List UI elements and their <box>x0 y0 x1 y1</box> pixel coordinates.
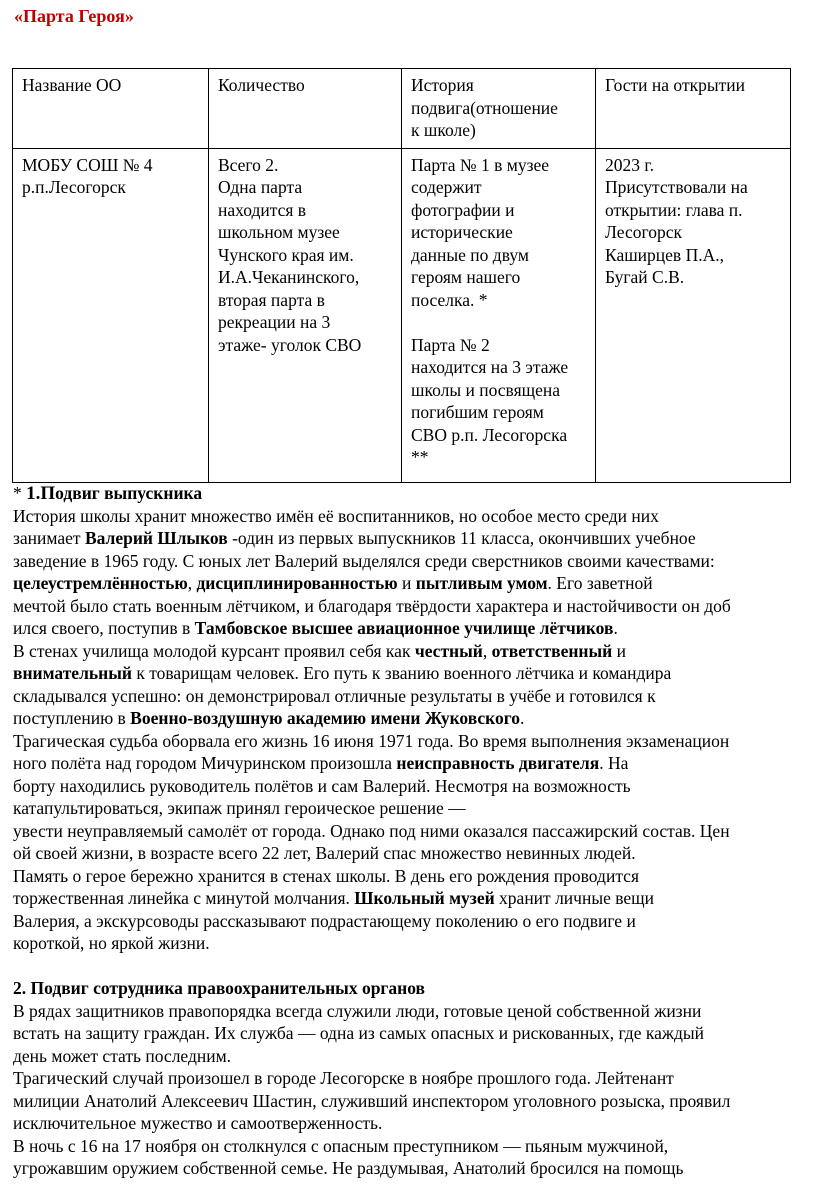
cell-line: погибшим героям <box>411 402 544 422</box>
cell-line: исторические <box>411 222 513 242</box>
text-line <box>13 887 816 910</box>
text-line <box>13 505 816 528</box>
text-line <box>13 685 816 708</box>
paragraph-gap <box>411 311 587 334</box>
cell-guests <box>596 148 791 482</box>
text-line <box>13 707 816 730</box>
document-title: «Парта Героя» <box>14 6 134 26</box>
bold-text: Тамбовское высшее авиационное училище лётчиков <box>194 618 614 638</box>
text-run: , <box>187 573 197 593</box>
text-line <box>13 865 816 888</box>
text-run: Память о герое бережно хранится в стенах школы. В день его рождения проводится <box>13 865 640 886</box>
text-line <box>13 932 816 955</box>
text-line <box>13 797 816 820</box>
cell-line: находится в <box>218 199 307 220</box>
bold-text: честный <box>414 640 483 661</box>
text-line <box>13 775 816 798</box>
text-run: ился своего, поступив в <box>13 618 195 638</box>
cell-line: рекреации на 3 <box>218 312 331 332</box>
text-line: угрожавшим оружием собственной семье. Не раздумывая, Анатолий бросился на помощь <box>13 1158 684 1178</box>
cell-line: Одна парта <box>218 177 303 197</box>
header-cell-history <box>402 69 596 149</box>
text-run: короткой, но яркой жизни. <box>13 933 210 953</box>
text-run: Валерия, а экскурсоводы рассказывают подрастающему поколению о его подвиге и <box>13 910 636 931</box>
text-run: -один из первых выпускников 11 класса, окончивших учебное <box>227 528 696 548</box>
document-body <box>13 482 816 1180</box>
footnote-star: * <box>13 483 27 503</box>
bold-text: ответственный <box>491 640 613 661</box>
cell-line: фотографии и <box>411 199 515 220</box>
text-line <box>13 842 816 865</box>
section1-title <box>26 483 202 503</box>
text-line: исключительное мужество и самоотверженность. <box>13 1113 383 1133</box>
bold-text: дисциплинированностью <box>196 573 398 593</box>
text-run: заведение в 1965 году. С юных лет Валерий выделялся среди сверстников своими качествами: <box>13 550 715 571</box>
cell-line: МОБУ СОШ № 4 <box>22 154 153 175</box>
text-line <box>13 910 816 933</box>
text-line: милиции Анатолий Алексеевич Шастин, служивший инспектором уголовного розыска, проявил <box>13 1090 731 1111</box>
cell-line: Парта № 2 <box>411 334 490 355</box>
text-run: борту находились руководитель полётов и сам Валерий. Несмотря на возможность <box>13 775 631 796</box>
header-history-line: История <box>411 75 474 95</box>
cell-line: Всего 2. <box>218 154 279 175</box>
header-cell-guests: Гости на открытии <box>596 69 791 149</box>
text-run: к товарищам человек. Его путь к званию военного лётчика и командира <box>131 663 672 683</box>
text-line <box>13 640 816 663</box>
bold-text: неисправность двигателя <box>396 753 600 773</box>
cell-line: этаже- уголок СВО <box>218 334 362 355</box>
cell-line: вторая парта в <box>218 289 325 310</box>
text-line <box>13 550 816 573</box>
bold-text: Военно-воздушную академию имени Жуковского <box>130 708 521 728</box>
section2-heading: 2. Подвиг сотрудника правоохранительных органов <box>13 978 425 998</box>
header-cell-count: Количество <box>209 69 402 149</box>
bold-text: Школьный музей <box>354 888 495 908</box>
cell-line: Парта № 1 в музее <box>411 154 550 175</box>
cell-history <box>402 148 596 482</box>
bold-text: Валерий Шлыков <box>84 528 228 548</box>
section-gap <box>13 955 816 978</box>
cell-line: 2023 г. <box>605 154 654 175</box>
info-table <box>12 68 791 483</box>
text-run: История школы хранит множество имён её воспитанников, но особое место среди них <box>13 505 659 526</box>
cell-line: Каширцев П.А., <box>605 244 724 265</box>
cell-line: школьном музее <box>218 222 340 242</box>
cell-line: данные по двум <box>411 244 529 265</box>
cell-line: героям нашего <box>411 267 521 287</box>
text-run: В стенах училища молодой курсант проявил себя как <box>13 640 415 661</box>
cell-line: Чунского края им. <box>218 244 354 265</box>
text-line <box>13 820 816 843</box>
text-line: день может стать последним. <box>13 1045 232 1066</box>
text-run: мечтой было стать военным лётчиком, и благодаря твёрдости характера и настойчивости он доб <box>13 595 731 616</box>
text-run: торжественная линейка с минутой молчания. <box>13 888 355 908</box>
text-line: встать на защиту граждан. Их служба — одна из самых опасных и рискованных, где каждый <box>13 1023 704 1043</box>
cell-line: Бугай С.В. <box>605 267 685 287</box>
text-run: и <box>612 640 627 661</box>
text-run: хранит личные вещи <box>494 888 655 908</box>
text-run: занимает <box>13 528 85 548</box>
text-run: . <box>613 618 618 638</box>
table-row <box>13 148 791 482</box>
text-line <box>13 730 816 753</box>
text-line: Трагический случай произошел в городе Лесогорске в ноябре прошлого года. Лейтенант <box>13 1068 674 1088</box>
cell-count <box>209 148 402 482</box>
cell-line: Лесогорск <box>605 222 682 242</box>
text-run: увести неуправляемый самолёт от города. Однако под ними оказался пассажирский состав. Цен <box>13 820 730 841</box>
text-line: В рядах защитников правопорядка всегда служили люди, готовые ценой собственной жизни <box>13 1000 702 1021</box>
text-run: Трагическая судьба оборвала его жизнь 16 июня 1971 года. Во время выполнения экзаменацион <box>13 730 730 751</box>
text-run: . Его заветной <box>547 573 653 593</box>
section2-paragraphs <box>13 1000 816 1180</box>
section1-title-text: одвиг выпускника <box>55 483 203 503</box>
header-history-line: подвига(отношение <box>411 97 558 118</box>
cell-line: находится на 3 этаже <box>411 357 569 377</box>
cell-line: И.А.Чеканинского, <box>218 267 360 287</box>
cell-line: Присутствовали на <box>605 177 748 197</box>
bold-text: пытливым умом <box>415 573 548 593</box>
cell-line: школы и посвящена <box>411 379 560 400</box>
text-line <box>13 595 816 618</box>
cell-line: р.п.Лесогорск <box>22 177 126 197</box>
cell-line: ** <box>411 447 429 467</box>
text-run: катапультироваться, экипаж принял героическое решение — <box>13 798 466 818</box>
table-header-row <box>13 69 791 149</box>
section1-heading <box>13 482 816 505</box>
bold-text: внимательный <box>13 663 132 683</box>
text-run: ного полёта над городом Мичуринском произошла <box>13 753 397 773</box>
header-cell-name: Название ОО <box>13 69 209 149</box>
cell-school <box>13 148 209 482</box>
text-run: , <box>482 640 492 661</box>
text-run: и <box>397 573 416 593</box>
cell-line: поселка. * <box>411 289 488 310</box>
text-line <box>13 752 816 775</box>
section1-paragraphs <box>13 505 816 955</box>
text-run: . На <box>599 753 629 773</box>
text-line <box>13 617 816 640</box>
text-run: . <box>520 708 525 728</box>
text-line: В ночь с 16 на 17 ноября он столкнулся с опасным преступником — пьяным мужчиной, <box>13 1135 669 1156</box>
cell-line: содержит <box>411 177 482 197</box>
header-history-line: к школе) <box>411 120 476 140</box>
text-line <box>13 662 816 685</box>
cell-line: открытии: глава п. <box>605 199 743 220</box>
text-line <box>13 527 816 550</box>
text-line <box>13 572 816 595</box>
section1-number: 1.П <box>26 483 56 504</box>
text-run: ой своей жизни, в возрасте всего 22 лет, Валерий спас множество невинных людей. <box>13 843 636 863</box>
text-run: поступлению в <box>13 708 131 728</box>
text-run: складывался успешно: он демонстрировал отличные результаты в учёбе и готовился к <box>13 685 656 706</box>
cell-line: СВО р.п. Лесогорска <box>411 424 568 445</box>
bold-text: целеустремлённостью <box>13 573 188 593</box>
